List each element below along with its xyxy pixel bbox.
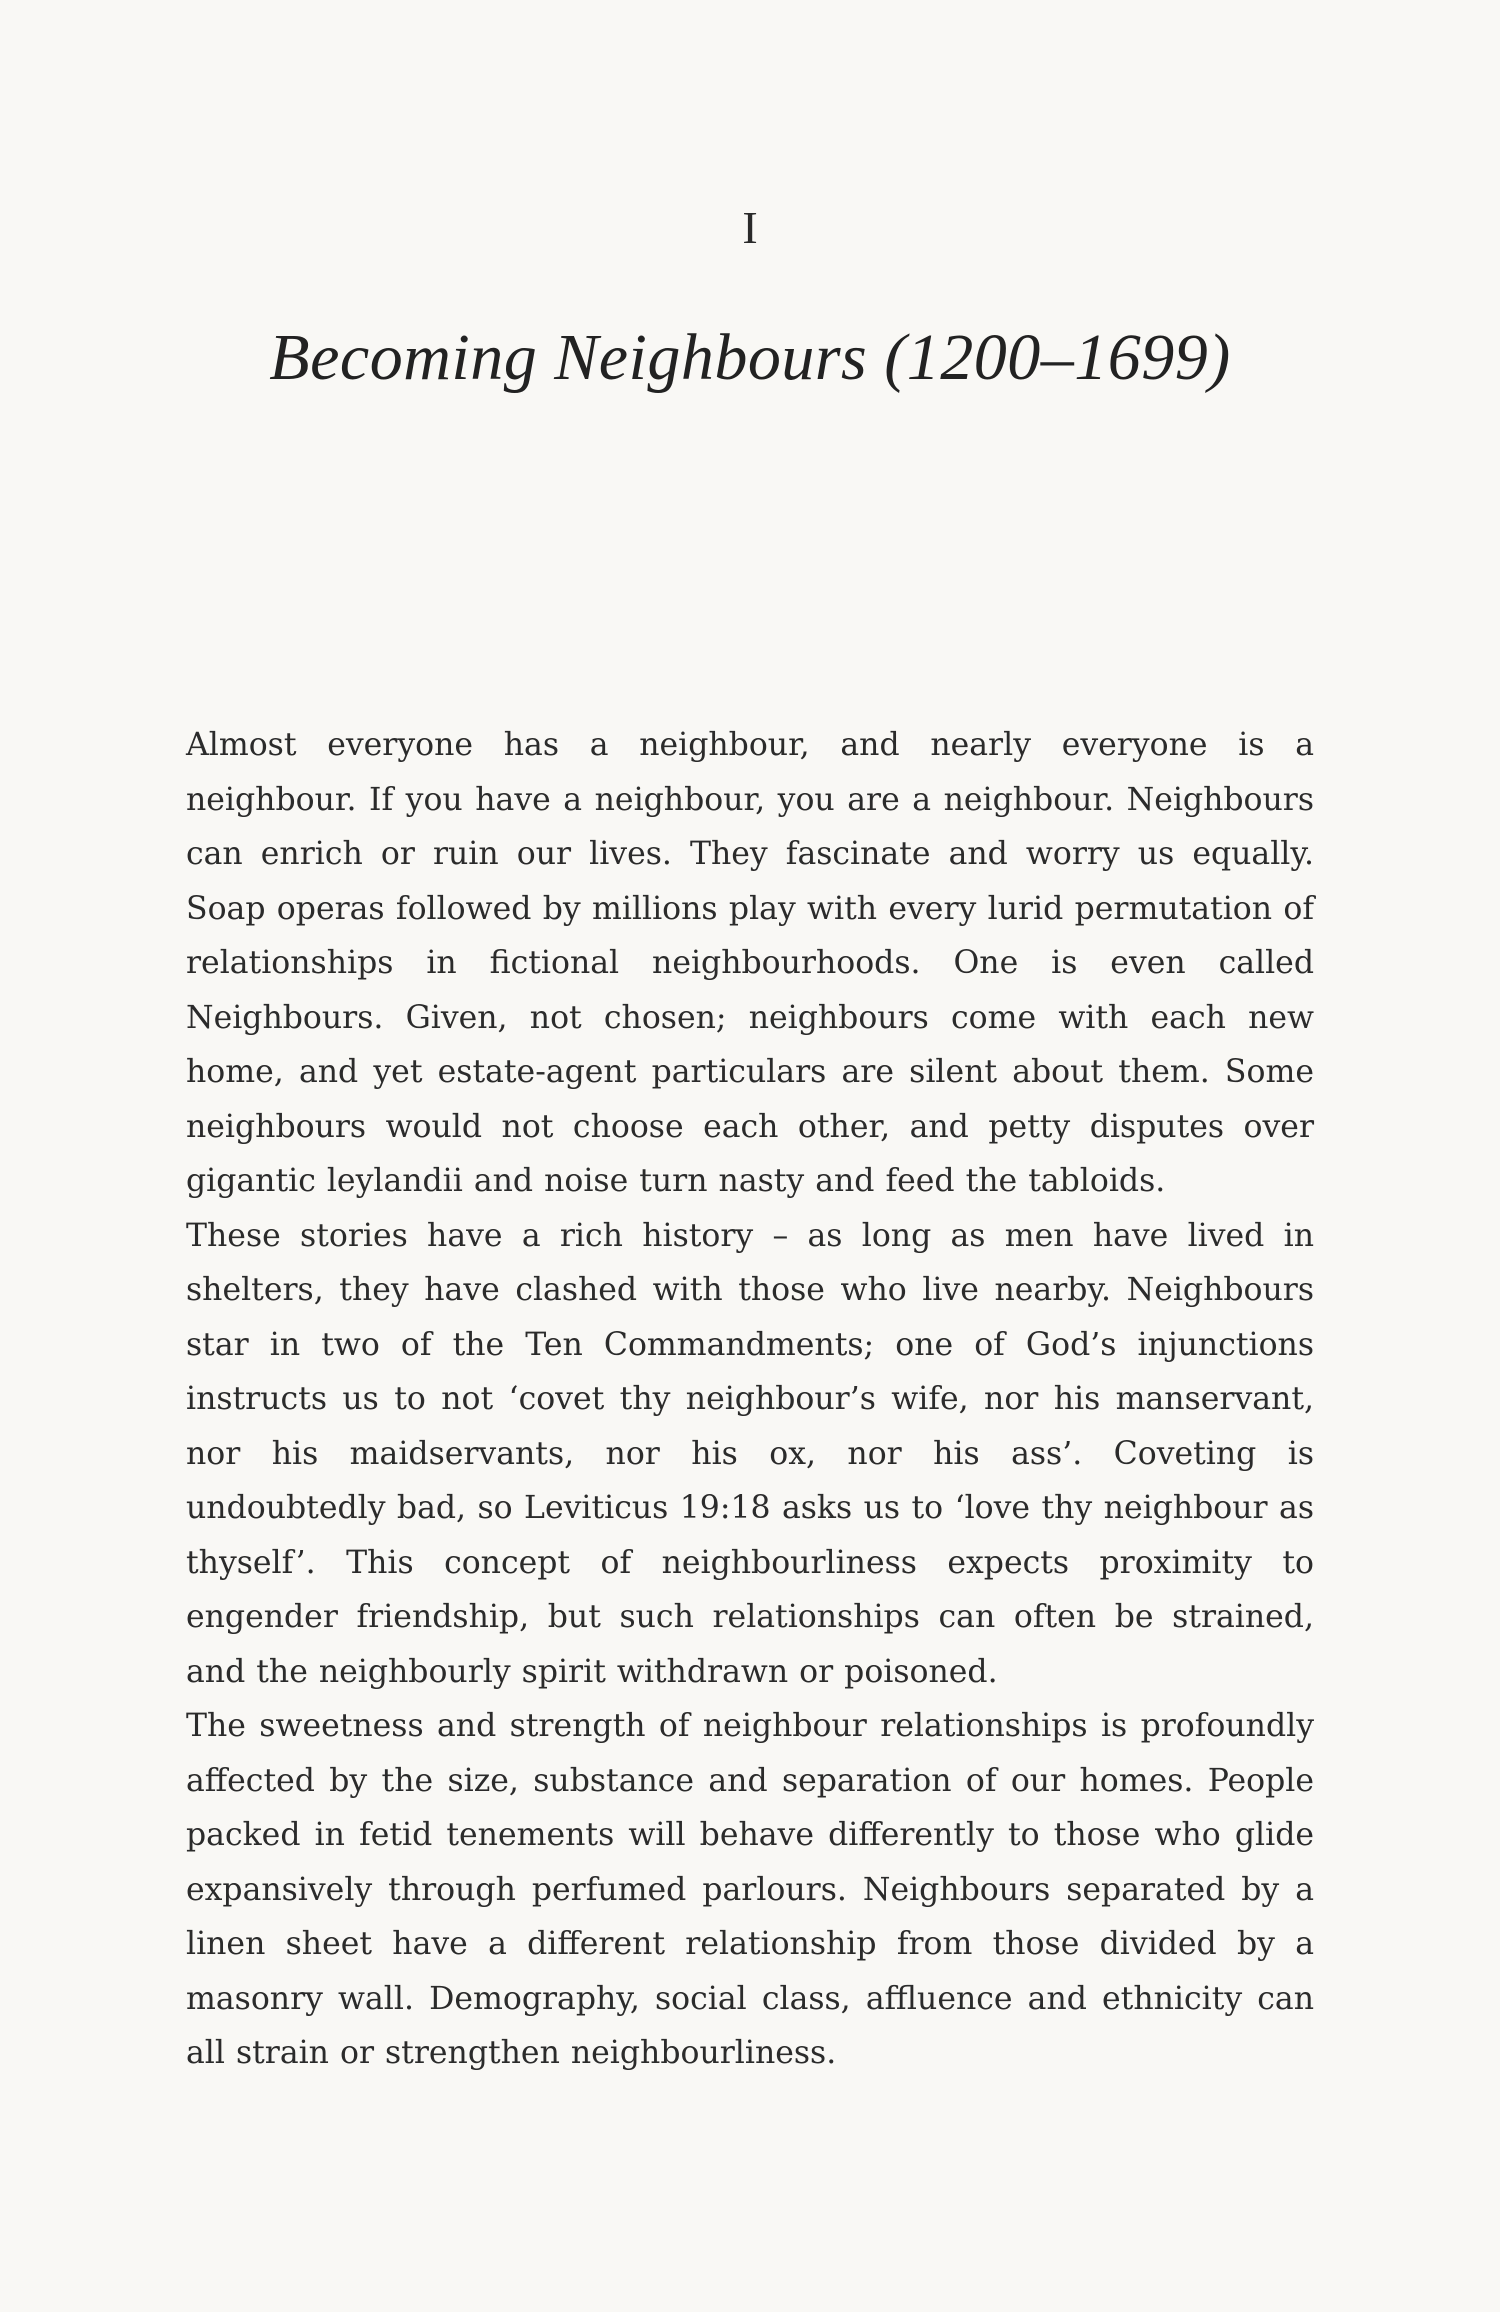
body-text	[186, 718, 1314, 2081]
paragraph-2: These stories have a rich history – as long as men have lived in shelters, they have clashed with those who live nearby. Neighbours star in two of the Ten Commandments; one of God’s injunctions instructs us to not ‘covet thy neighbour’s wife, nor his manservant, nor his maidservants, nor his ox, nor his ass’. Coveting is undoubtedly bad, so Leviticus 19:18 asks us to ‘love thy neighbour as thyself’. This concept of neighbourliness expects proximity to engender friendship, but such relationships can often be strained, and the neighbourly spirit withdrawn or poisoned.	[186, 1217, 1314, 1690]
paragraph-3: The sweetness and strength of neighbour relationships is profoundly affected by the size, substance and separation of our homes. People packed in fetid tenements will behave differently to those who glide expansively through perfumed parlours. Neighbours separated by a linen sheet have a different relationship from those divided by a masonry wall. Demography, social class, affluence and ethnicity can all strain or strengthen neighbourliness.	[186, 1708, 1314, 2071]
chapter-number: I	[742, 202, 758, 253]
paragraph-1: Almost everyone has a neighbour, and nearly everyone is a neighbour. If you have a neighbour, you are a neighbour. Neighbours can enrich or ruin our lives. They fascinate and worry us equally. Soap operas followed by millions play with every lurid permutation of relationships in fictional neighbourhoods. One is even called Neighbours. Given, not chosen; neighbours come with each new home, and yet estate-agent particulars are silent about them. Some neighbours would not choose each other, and petty disputes over gigantic leylandii and noise turn nasty and feed the tabloids.	[186, 727, 1314, 1199]
chapter-title: Becoming Neighbours (1200–1699)	[269, 321, 1231, 394]
